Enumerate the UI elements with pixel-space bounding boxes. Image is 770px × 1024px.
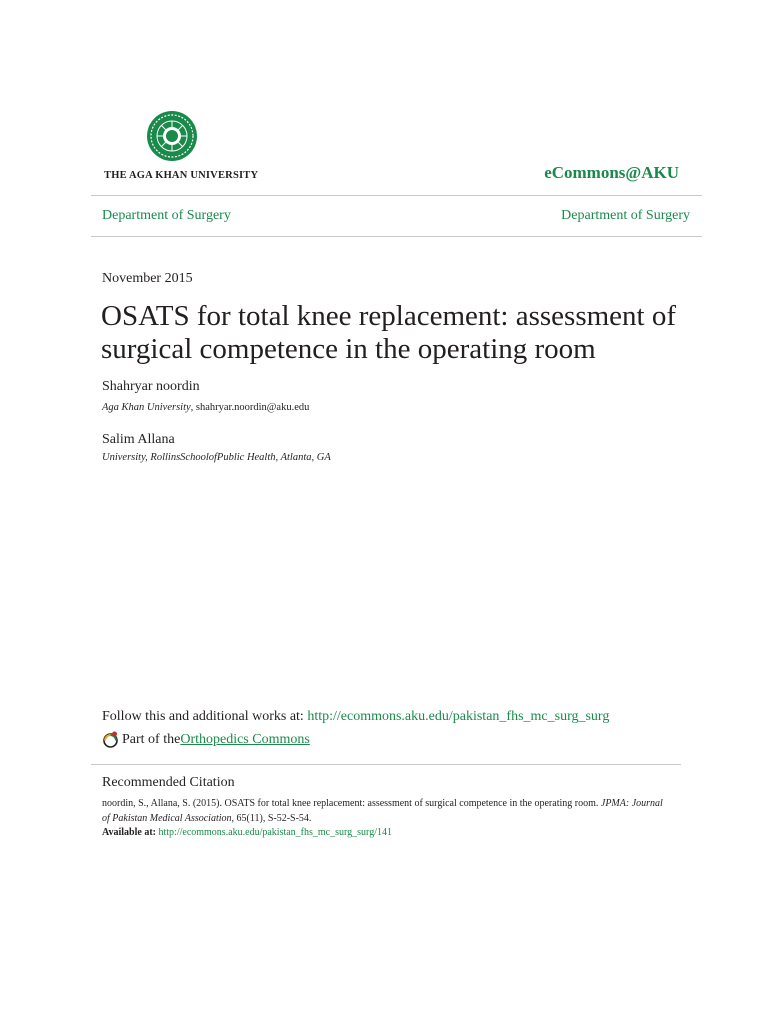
author-affiliation: [102, 402, 309, 413]
citation-url-link[interactable]: http://ecommons.aku.edu/pakistan_fhs_mc_surg_surg/141: [158, 827, 392, 838]
publication-date: November 2015: [102, 271, 193, 286]
recommended-citation-heading: Recommended Citation: [102, 775, 235, 790]
affiliation-institution: Aga Khan University: [102, 402, 191, 413]
follow-label: Follow this and additional works at:: [102, 709, 308, 724]
citation-divider: [91, 764, 681, 765]
follow-line: [102, 709, 609, 725]
institution-name: THE AGA KHAN UNIVERSITY: [104, 170, 259, 181]
citation-main: noordin, S., Allana, S. (2015). OSATS for total knee replacement: assessment of surgical competence in the operating room.: [102, 798, 601, 809]
citation-journal: JPMA: Journal of Pakistan Medical Association: [102, 798, 663, 824]
repository-link[interactable]: eCommons@AKU: [544, 163, 679, 182]
header-divider-top: [91, 195, 702, 196]
network-icon: [102, 731, 119, 748]
part-of-line: [102, 731, 310, 748]
header-divider-bottom: [91, 236, 702, 237]
author-affiliation: [102, 452, 331, 463]
available-at-label: Available at:: [102, 827, 159, 838]
affiliation-email: , shahryar.noordin@aku.edu: [190, 402, 310, 413]
citation-text: [102, 797, 672, 841]
paper-title: OSATS for total knee replacement: assessment of surgical competence in the operating room: [101, 300, 677, 365]
author-name: Shahryar noordin: [102, 379, 200, 394]
aku-seal-icon: [146, 110, 198, 162]
collection-url-link[interactable]: http://ecommons.aku.edu/pakistan_fhs_mc_surg_surg: [307, 709, 610, 724]
department-link-left[interactable]: Department of Surgery: [102, 208, 231, 223]
author-name: Salim Allana: [102, 432, 175, 447]
part-of-label: Part of the: [122, 731, 181, 747]
affiliation-institution: University, RollinsSchoolofPublic Health, Atlanta, GA: [102, 452, 331, 463]
citation-volume: , 65(11), S-52-S-54.: [231, 812, 312, 824]
department-link-right[interactable]: Department of Surgery: [561, 208, 690, 223]
orthopedics-commons-link[interactable]: Orthopedics Commons: [180, 731, 310, 747]
